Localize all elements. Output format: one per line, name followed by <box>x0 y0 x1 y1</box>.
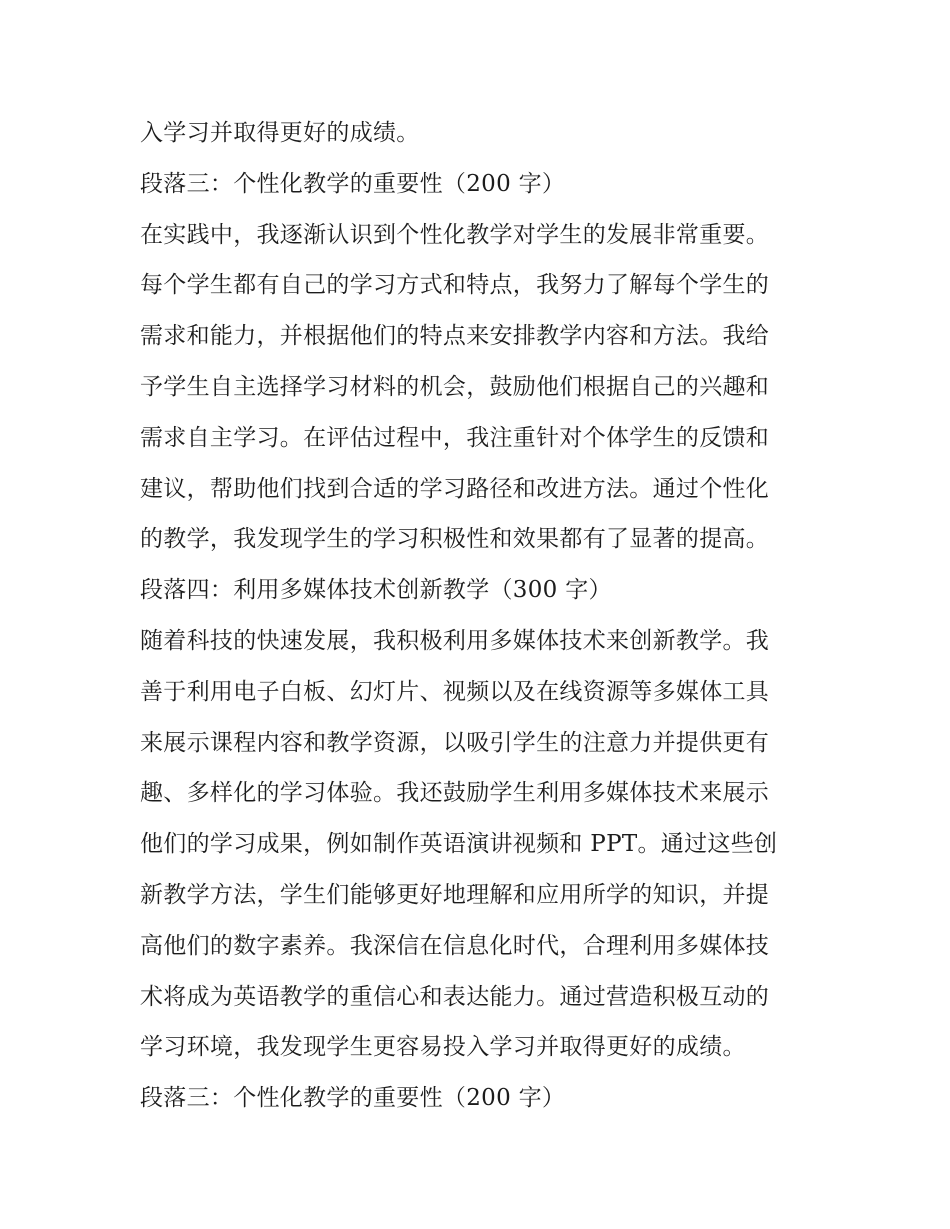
text-line: 学习环境，我发现学生更容易投入学习并取得更好的成绩。 <box>140 1034 746 1061</box>
text-line: 新教学方法，学生们能够更好地理解和应用所学的知识，并提 <box>140 881 770 908</box>
text-line: 在实践中，我逐渐认识到个性化教学对学生的发展非常重要。 <box>140 221 770 248</box>
text-line: 建议，帮助他们找到合适的学习路径和改进方法。通过个性化 <box>140 475 770 502</box>
text-line: 入学习并取得更好的成绩。 <box>140 120 420 146</box>
text-line: 每个学生都有自己的学习方式和特点，我努力了解每个学生的 <box>140 272 770 299</box>
text-line: 他们的学习成果，例如制作英语演讲视频和 PPT。通过这些创 <box>140 831 778 858</box>
text-line: 予学生自主选择学习材料的机会，鼓励他们根据自己的兴趣和 <box>140 373 770 400</box>
section-heading: 段落三：个性化教学的重要性（200 字） <box>140 1085 566 1112</box>
text-line: 随着科技的快速发展，我积极利用多媒体技术来创新教学。我 <box>140 627 770 654</box>
text-line: 需求自主学习。在评估过程中，我注重针对个体学生的反馈和 <box>140 424 770 451</box>
text-line: 需求和能力，并根据他们的特点来安排教学内容和方法。我给 <box>140 323 770 350</box>
text-line: 术将成为英语教学的重信心和表达能力。通过营造积极互动的 <box>140 983 770 1010</box>
document-body <box>140 108 820 1124</box>
section-heading: 段落三：个性化教学的重要性（200 字） <box>140 170 566 197</box>
text-line: 来展示课程内容和教学资源，以吸引学生的注意力并提供更有 <box>140 729 770 756</box>
text-line: 趣、多样化的学习体验。我还鼓励学生利用多媒体技术来展示 <box>140 780 770 807</box>
text-line: 的教学，我发现学生的学习积极性和效果都有了显著的提高。 <box>140 526 770 553</box>
section-heading: 段落四：利用多媒体技术创新教学（300 字） <box>140 577 612 604</box>
text-line: 善于利用电子白板、幻灯片、视频以及在线资源等多媒体工具 <box>140 678 770 705</box>
text-line: 高他们的数字素养。我深信在信息化时代，合理利用多媒体技 <box>140 932 770 959</box>
